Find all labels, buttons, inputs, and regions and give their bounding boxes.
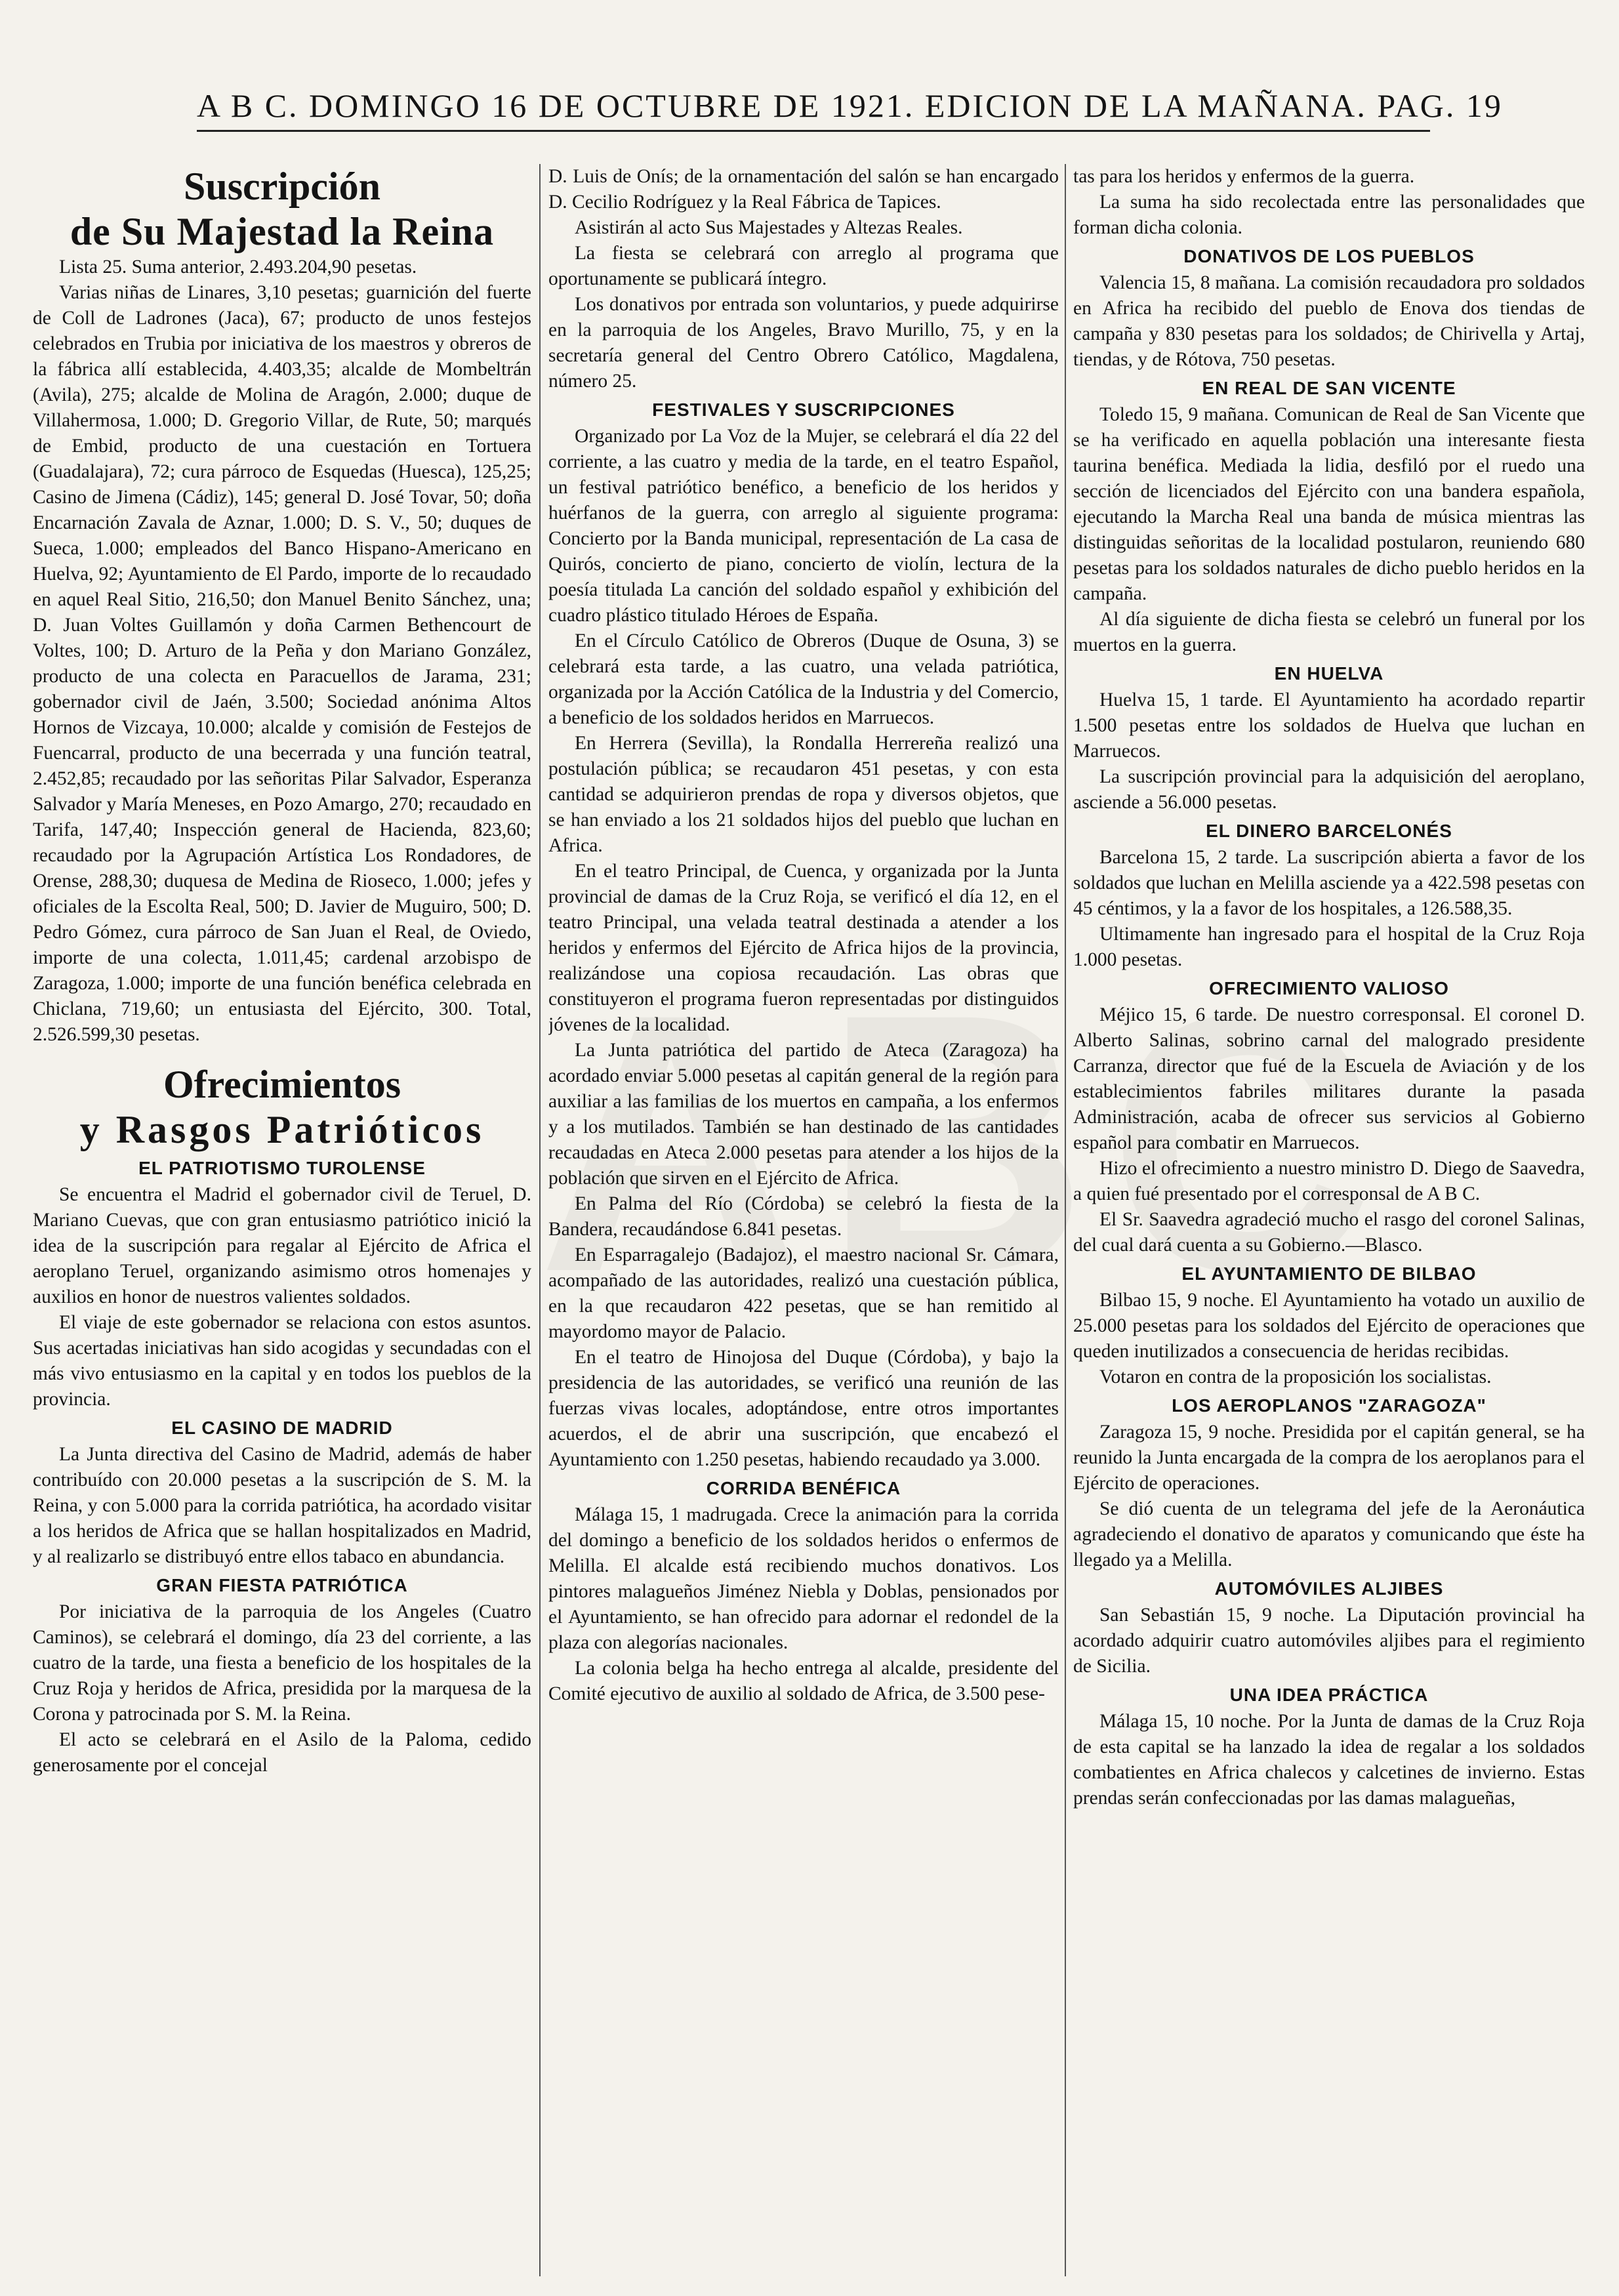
column-3 (1073, 164, 1585, 2280)
paragraph: Se dió cuenta de un telegrama del jefe de la Aeronáutica agradeciendo el donativo de aparatos y comunicando que éste ha llegado ya a Melilla. (1073, 1498, 1585, 1570)
paragraph: Bilbao 15, 9 noche. El Ayuntamiento ha votado un auxilio de 25.000 pesetas para los soldados del Ejército de operaciones que queden inutilizados a consecuencia de heridas recibidas. (1073, 1290, 1585, 1362)
subheading: GRAN FIESTA PATRIÓTICA (156, 1575, 408, 1595)
masthead (197, 87, 1503, 125)
subheading: EL PATRIOTISMO TUROLENSE (138, 1158, 426, 1178)
paragraph: Por iniciativa de la parroquia de los Angeles (Cuatro Caminos), se celebrará el domingo, día 23 del corriente, a las cuatro de la tarde, una fiesta a beneficio de los hospitales de la Cruz Roja y heridos de Africa, presidida por la marquesa de la Corona y patrocinada por S. M. la Reina. (33, 1601, 531, 1725)
subheading: CORRIDA BENÉFICA (706, 1478, 901, 1498)
paragraph: Méjico 15, 6 tarde. De nuestro corresponsal. El coronel D. Alberto Salinas, sobrino carnal del malogrado presidente Carranza, director que fué de la Escuela de Aviación y de los establecimientos fabriles militares durante la pasada Administración, acaba de ofrecer sus servicios al Gobierno español para combatir en Marruecos. (1073, 1004, 1585, 1153)
paragraph: tas para los heridos y enfermos de la guerra. (1073, 166, 1415, 187)
paragraph: Hizo el ofrecimiento a nuestro ministro D. Diego de Saavedra, a quien fué presentado por el corresponsal de A B C. (1073, 1158, 1585, 1204)
subheading: DONATIVOS DE LOS PUEBLOS (1183, 246, 1475, 266)
subheading: EN REAL DE SAN VICENTE (1202, 378, 1456, 398)
section-title-suscripcion (33, 164, 531, 255)
column-separator (539, 164, 541, 2276)
paragraph: Varias niñas de Linares, 3,10 pesetas; guarnición del fuerte de Coll de Ladrones (Jaca), 67; producto de unos festejos celebrados en Trubia por iniciativa de los maestros y obreros de la fábrica allí establecida, 4.403,35; alcalde de Mombeltrán (Avila), 275; alcalde de Molina de Aragón, 2.000; duque de Villahermosa, 1.000; D. Gregorio Villar, de Rute, 50; marqués de Embid, producto de una cuestación en Tortuera (Guadalajara), 72; cura párroco de Esquedas (Huesca), 125,25; Casino de Jimena (Cádiz), 145; general D. José Tovar, 50; doña Encarnación Zavala de Aznar, 1.000; D. S. V., 50; duques de Sueca, 1.000; empleados del Banco Hispano-Americano en Huelva, 92; Ayuntamiento de El Pardo, importe de lo recaudado en aquel Real Sitio, 216,50; don Manuel Benito Sánchez, una; D. Juan Voltes Guillamón y doña Carmen Bethencourt de Voltes, 100; D. Arturo de la Peña y don Mariano González, producto de una colecta en Paracuellos de Jarama, 231; gobernador civil de Jaén, 3.500; Sociedad anónima Altos Hornos de Vizcaya, 10.000; alcalde y comisión de Festejos de Fuencarral, producto de una becerrada y una función teatral, 2.452,85; recaudado por las señoritas Pilar Salvador, Esperanza Salvador y María Meneses, en Pozo Amargo, 270; recaudado en Tarifa, 147,40; Inspección general de Hacienda, 823,60; recaudado por la Agrupación Artística Los Rondadores, de Orense, 288,30; duquesa de Medina de Rioseco, 1.000; jefes y oficiales de la Escolta Real, 500; D. Javier de Muguiro, 500; D. Pedro Gómez, cura párroco de San Juan el Real, de Oviedo, importe de una colecta, 1.011,45; cardenal arzobispo de Zaragoza, 1.000; importe de una función benéfica celebrada en Chiclana, 719,60; un entusiasta del Ejército, 300. Total, 2.526.599,30 pesetas. (33, 282, 531, 1045)
column-1 (33, 164, 531, 2280)
paragraph: El viaje de este gobernador se relaciona con estos asuntos. Sus acertadas iniciativas han sido acogidas y secundadas con el más vivo entusiasmo en la capital y en todos los pueblos de la provincia. (33, 1312, 531, 1410)
subheading: EN HUELVA (1274, 663, 1384, 684)
column-separator (1065, 164, 1066, 2276)
paragraph: En Palma del Río (Córdoba) se celebró la fiesta de la Bandera, recaudándose 6.841 pesetas. (548, 1193, 1059, 1240)
paragraph: Huelva 15, 1 tarde. El Ayuntamiento ha acordado repartir 1.500 pesetas entre los soldados de Huelva que luchan en Marruecos. (1073, 689, 1585, 762)
paragraph: La suscripción provincial para la adquisición del aeroplano, asciende a 56.000 pesetas. (1073, 766, 1585, 813)
paragraph: Organizado por La Voz de la Mujer, se celebrará el día 22 del corriente, a las cuatro y media de la tarde, en el teatro Español, un festival patriótico benéfico, a beneficio de los heridos y huérfanos de la guerra, con arreglo al siguiente programa: Concierto por la Banda municipal, representación de La casa de Quirós, concierto de piano, concierto de violín, lectura de la poesía titulada La canción del soldado español y exhibición del cuadro plástico titulado Héroes de España. (548, 426, 1059, 626)
paragraph: Toledo 15, 9 mañana. Comunican de Real de San Vicente que se ha verificado en aquella población una interesante fiesta taurina benéfica. Mediada la lidia, desfiló por el ruedo una sección de licenciados del Ejército con una bandera española, ejecutando la Marcha Real una banda de música mientras las distinguidas señoritas de la localidad postularon, reuniendo 680 pesetas para los soldados naturales de dicho pueblo heridos en la campaña. (1073, 404, 1585, 604)
paragraph: En Herrera (Sevilla), la Rondalla Herrereña realizó una postulación pública; se recaudaron 451 pesetas, y con esta cantidad se adquirieron prendas de ropa y diversos objetos, que se han enviado a los 21 soldados hijos del pueblo que luchan en Africa. (548, 733, 1059, 856)
paragraph: La Junta directiva del Casino de Madrid, además de haber contribuído con 20.000 pesetas a la suscripción de S. M. la Reina, y con 5.000 para la corrida patriótica, ha acordado visitar a los heridos de Africa que se hallan hospitalizados en Madrid, y al realizarlo se distribuyó entre ellos tabaco en abundancia. (33, 1444, 531, 1567)
paragraph: Al día siguiente de dicha fiesta se celebró un funeral por los muertos en la guerra. (1073, 609, 1585, 655)
title-line: Suscripción (183, 165, 381, 208)
subheading: OFRECIMIENTO VALIOSO (1209, 978, 1449, 998)
paragraph: En Esparragalejo (Badajoz), el maestro nacional Sr. Cámara, acompañado de las autoridades, realizó una cuestación pública, en la que recaudaron 422 pesetas, que se han remitido al mayordomo mayor de Palacio. (548, 1244, 1059, 1342)
subheading: EL AYUNTAMIENTO DE BILBAO (1181, 1263, 1477, 1284)
masthead-text: A B C. DOMINGO 16 DE OCTUBRE DE 1921. EDICION DE LA MAÑANA. PAG. 19 (197, 87, 1503, 124)
paragraph: La suma ha sido recolectada entre las personalidades que forman dicha colonia. (1073, 192, 1585, 238)
title-line: y Rasgos Patrióticos (79, 1108, 485, 1151)
subheading: UNA IDEA PRÁCTICA (1229, 1685, 1429, 1705)
paragraph: En el Círculo Católico de Obreros (Duque de Osuna, 3) se celebrará esta tarde, a las cuatro, una velada patriótica, organizada por la Acción Católica de la Industria y del Comercio, a beneficio de los soldados heridos en Marruecos. (548, 630, 1059, 728)
paragraph: Asistirán al acto Sus Majestades y Altezas Reales. (575, 217, 963, 238)
title-line: Ofrecimientos (163, 1063, 401, 1106)
paragraph: La colonia belga ha hecho entrega al alcalde, presidente del Comité ejecutivo de auxilio al soldado de Africa, de 3.500 pese- (548, 1658, 1059, 1704)
paragraph: El Sr. Saavedra agradeció mucho el rasgo del coronel Salinas, del cual dará cuenta a su Gobierno.—Blasco. (1073, 1209, 1585, 1256)
subheading: FESTIVALES Y SUSCRIPCIONES (652, 400, 955, 420)
paragraph: San Sebastián 15, 9 noche. La Diputación provincial ha acordado adquirir cuatro automóviles aljibes para el regimiento de Sicilia. (1073, 1605, 1585, 1677)
subheading: EL DINERO BARCELONÉS (1206, 821, 1452, 841)
paragraph: D. Luis de Onís; de la ornamentación del salón se han encargado D. Cecilio Rodríguez y la Real Fábrica de Tapices. (548, 166, 1059, 213)
paragraph: Los donativos por entrada son voluntarios, y puede adquirirse en la parroquia de los Angeles, Bravo Murillo, 75, y en la secretaría general del Centro Obrero Católico, Magdalena, número 25. (548, 294, 1059, 392)
paragraph: Barcelona 15, 2 tarde. La suscripción abierta a favor de los soldados que luchan en Melilla asciende ya a 422.598 pesetas con 45 céntimos, y la a favor de los hospitales, a 126.588,35. (1073, 847, 1585, 919)
section-title-ofrecimientos (33, 1062, 531, 1153)
subheading: EL CASINO DE MADRID (171, 1418, 393, 1438)
paragraph: Valencia 15, 8 mañana. La comisión recaudadora pro soldados en Africa ha recibido del pueblo de Enova dos tiendas de campaña y 830 pesetas para los soldados; de Chirivella y Artaj, tiendas, y de Rótova, 750 pesetas. (1073, 272, 1585, 370)
paragraph: En el teatro Principal, de Cuenca, y organizada por la Junta provincial de damas de la Cruz Roja, se verificó el día 12, en el teatro Principal, una velada teatral destinada a atender a los heridos y enfermos del Ejército de Africa hijos de la provincia, realizándose una copiosa recaudación. Las obras que constituyeron el programa fueron representadas por distinguidos jóvenes de la localidad. (548, 861, 1059, 1035)
paragraph: Votaron en contra de la proposición los socialistas. (1099, 1366, 1492, 1387)
paragraph: Málaga 15, 10 noche. Por la Junta de damas de la Cruz Roja de esta capital se ha lanzado la idea de regalar a los soldados combatientes en Africa chalecos y calcetines de invierno. Estas prendas serán confeccionadas por las damas malagueñas, (1073, 1711, 1585, 1809)
paragraph: La fiesta se celebrará con arreglo al programa que oportunamente se publicará íntegro. (548, 243, 1059, 289)
column-2 (548, 164, 1059, 2280)
paragraph: Zaragoza 15, 9 noche. Presidida por el capitán general, se ha reunido la Junta encargada de la compra de los aeroplanos para el Ejército de operaciones. (1073, 1422, 1585, 1494)
paragraph: Málaga 15, 1 madrugada. Crece la animación para la corrida del domingo a beneficio de los soldados heridos o enfermos de Melilla. El alcalde está recibiendo muchos donativos. Los pintores malagueños Jiménez Niebla y Doblas, pensionados por el Ayuntamiento, se han ofrecido para adornar el redondel de la plaza con alegorías nacionales. (548, 1504, 1059, 1653)
subheading: LOS AEROPLANOS "ZARAGOZA" (1172, 1395, 1486, 1416)
paragraph: La Junta patriótica del partido de Ateca (Zaragoza) ha acordado enviar 5.000 pesetas al capitán general de la región para auxiliar a las familias de los muertos en campaña, a los enfermos y a los mutilados. También se han destinado de las cantidades recaudadas en Ateca 2.000 pesetas para atender a los hijos de la población que sirven en el Ejército de Africa. (548, 1040, 1059, 1189)
paragraph: Se encuentra el Madrid el gobernador civil de Teruel, D. Mariano Cuevas, que con gran entusiasmo patriótico inició la idea de la suscripción para regalar al Ejército de Africa el aeroplano Teruel, organizando asimismo otros homenajes y auxilios en honor de nuestros valientes soldados. (33, 1184, 531, 1307)
paragraph: En el teatro de Hinojosa del Duque (Córdoba), y bajo la presidencia de las autoridades, se verificó una reunión de las fuerzas vivas locales, adoptándose, entre otros importantes acuerdos, el de abrir una suscripción, que encabezó el Ayuntamiento con 1.250 pesetas, habiendo recaudado ya 3.000. (548, 1347, 1059, 1470)
subheading: AUTOMÓVILES ALJIBES (1214, 1578, 1444, 1599)
paragraph: Ultimamente han ingresado para el hospital de la Cruz Roja 1.000 pesetas. (1073, 924, 1585, 970)
masthead-rule (197, 130, 1430, 132)
title-line: de Su Majestad la Reina (70, 210, 495, 253)
paragraph: El acto se celebrará en el Asilo de la Paloma, cedido generosamente por el concejal (33, 1729, 531, 1776)
paragraph: Lista 25. Suma anterior, 2.493.204,90 pesetas. (59, 256, 417, 277)
